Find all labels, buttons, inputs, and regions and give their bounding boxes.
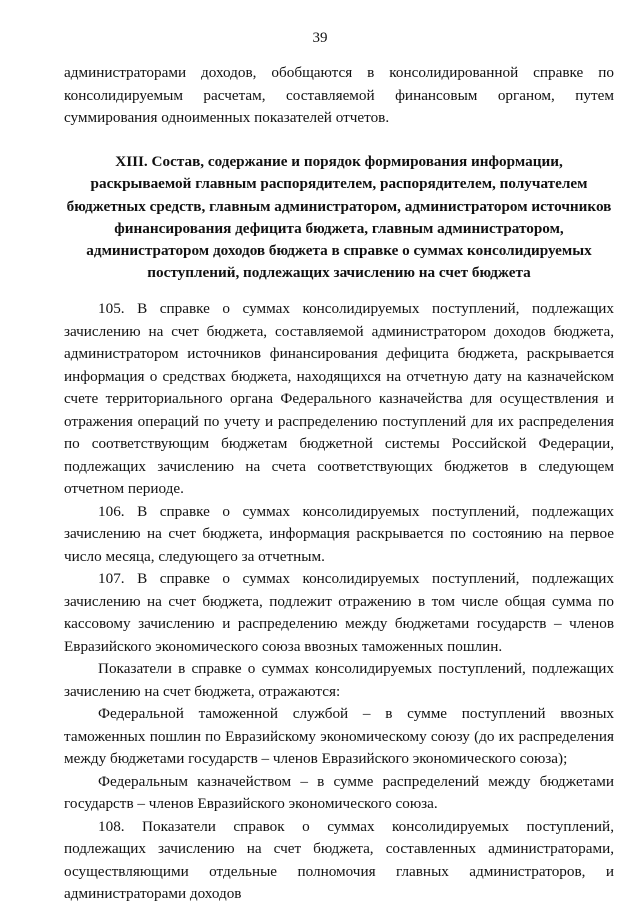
- paragraph-106: 106. В справке о суммах консолидируемых поступлений, подлежащих зачислению на счет бюджета, информация раскрывается по состоянию на первое число месяца, следующего за отчетным.: [64, 502, 614, 565]
- paragraph-indicators: Показатели в справке о суммах консолидируемых поступлений, подлежащих зачислению на счет бюджета, отражаются:: [64, 660, 614, 700]
- paragraph-treasury: Федеральным казначейством – в сумме распределений между бюджетами государств – членов Евразийского экономического союза.: [64, 772, 614, 812]
- paragraph-105: 105. В справке о суммах консолидируемых поступлений, подлежащих зачислению на счет бюджета, составляемой администратором доходов бюджета, администратором источников финансирования дефицита бюджета, раскрывается информация о средствах бюджета, находящихся на отчетную дату на казначейском счете территориального органа Федерального казначейства для осуществления и отражения операций по учету и распределению поступлений для их распределения по соответствующим бюджетам бюджетной системы Российской Федерации, подлежащих зачислению на счета соответствующих бюджетов в следующем отчетном периоде.: [64, 300, 614, 497]
- paragraph-customs-service: Федеральной таможенной службой – в сумме поступлений ввозных таможенных пошлин по Евразийскому экономическому союзу (до их распределения между бюджетами государств – членов Евразийского экономического союза);: [64, 705, 614, 767]
- section-heading: XIII. Состав, содержание и порядок формирования информации, раскрываемой главным распорядителем, распорядителем, получателем бюджетных средств, главным администратором, администратором источников финансирования дефицита бюджета, главным администратором, администратором доходов бюджета в справке о суммах консолидируемых поступлений, подлежащих зачислению на счет бюджета: [66, 153, 612, 282]
- intro-paragraph: администраторами доходов, обобщаются в консолидированной справке по консолидируемым расчетам, составляемой финансовым органом, путем суммирования одноименных показателей отчетов.: [64, 64, 614, 126]
- paragraph-107: 107. В справке о суммах консолидируемых поступлений, подлежащих зачислению на счет бюджета, подлежит отражению в том числе общая сумма по кассовому зачислению и распределению между бюджетами государств – членов Евразийского экономического союза ввозных таможенных пошлин.: [64, 570, 614, 655]
- intro-block: [64, 62, 614, 130]
- paragraph-108: 108. Показатели справок о суммах консолидируемых поступлений, подлежащих зачислению на счет бюджета, составленных администраторами, осуществляющими отдельные полномочия главных администраторов, и администраторами доходов: [64, 817, 614, 902]
- page-number: 39: [312, 30, 328, 46]
- body-block: [64, 298, 614, 906]
